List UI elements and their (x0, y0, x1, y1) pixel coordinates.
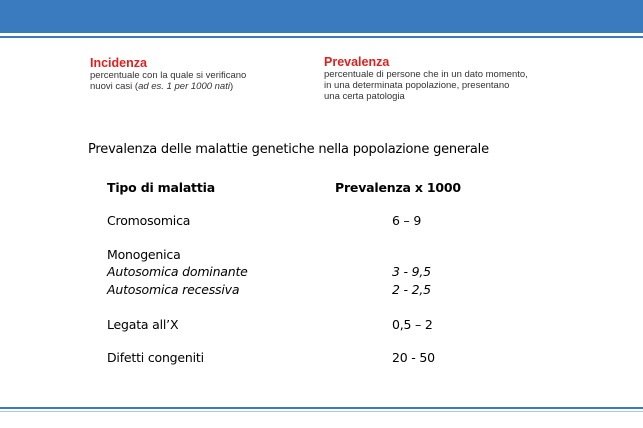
prevalenza-text-line2: in una determinata popolazione, presentano (324, 80, 510, 91)
row-value-autosomica-recessiva: 2 - 2,5 (392, 282, 431, 297)
incidenza-line2-suffix: ) (229, 81, 234, 92)
row-value-autosomica-dominante: 3 - 9,5 (392, 264, 431, 279)
header-bar (0, 0, 643, 33)
column-header-type: Tipo di malattia (107, 180, 215, 195)
incidenza-text-line2 (90, 81, 300, 92)
incidenza-title: Incidenza (90, 56, 147, 70)
column-header-prevalence: Prevalenza x 1000 (335, 180, 461, 195)
incidenza-example: ad es. 1 per 1000 nati (138, 81, 230, 92)
incidenza-definition (90, 56, 300, 92)
row-type-monogenica: Monogenica (107, 247, 181, 262)
row-type-cromosomica: Cromosomica (107, 213, 191, 228)
section-title: Prevalenza delle malattie genetiche nella popolazione generale (88, 142, 489, 157)
footer-divider-thin (0, 411, 643, 412)
row-value-legata-x: 0,5 – 2 (392, 317, 433, 332)
row-type-autosomica-recessiva: Autosomica recessiva (107, 282, 240, 297)
row-value-cromosomica: 6 – 9 (392, 213, 422, 228)
incidenza-line2-prefix: nuovi casi ( (90, 81, 139, 92)
header-divider (0, 36, 643, 38)
row-type-autosomica-dominante: Autosomica dominante (107, 264, 248, 279)
row-type-difetti-congeniti: Difetti congeniti (107, 350, 204, 365)
row-type-legata-x: Legata all’X (107, 317, 179, 332)
prevalenza-text-line1: percentuale di persone che in un dato momento, (324, 69, 528, 80)
prevalenza-title: Prevalenza (324, 55, 390, 69)
incidenza-text-line1: percentuale con la quale si verificano (90, 70, 247, 81)
prevalenza-definition (324, 55, 564, 102)
row-value-difetti-congeniti: 20 - 50 (392, 350, 435, 365)
prevalenza-text-line3: una certa patologia (324, 91, 405, 102)
footer-divider (0, 407, 643, 409)
